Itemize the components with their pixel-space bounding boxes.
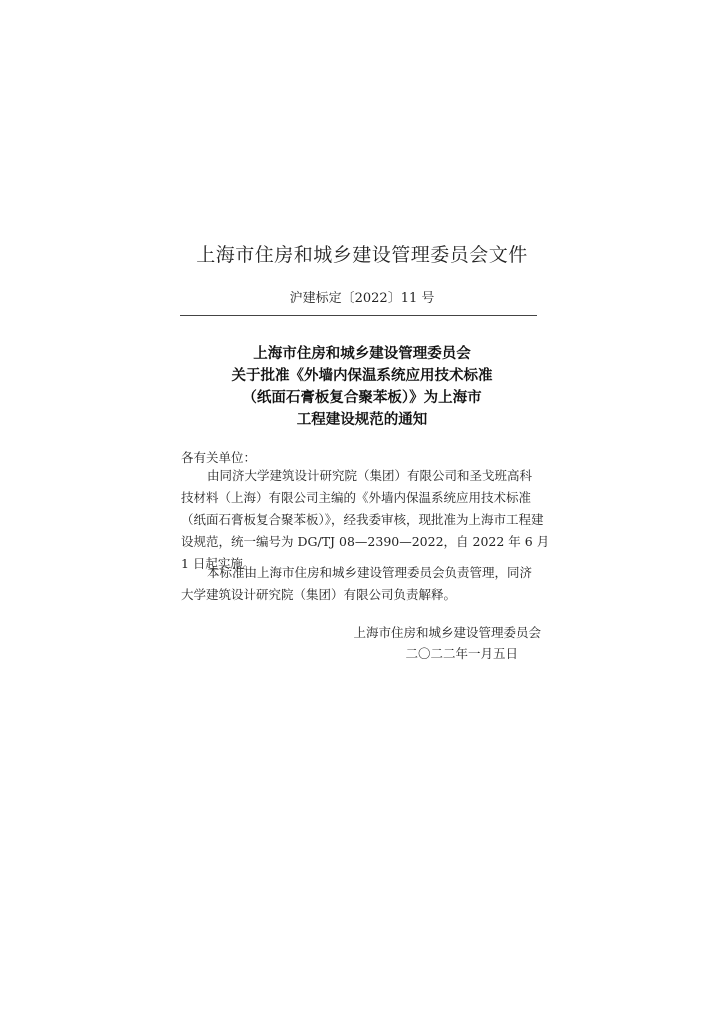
header-divider — [180, 315, 537, 316]
notice-title-line: 工程建设规范的通知 — [296, 412, 428, 428]
signature-date: 二〇二二年一月五日 — [405, 646, 518, 661]
paragraph-line: 设规范，统一编号为 DG/TJ 08—2390—2022，自 2022 年 6 月 — [181, 534, 550, 549]
signature-block — [0, 622, 541, 664]
paragraph-line: 技材料（上海）有限公司主编的《外墙内保温系统应用技术标准 — [181, 490, 532, 505]
document-number: 沪建标定〔2022〕11 号 — [289, 291, 435, 306]
issuer-title: 上海市住房和城乡建设管理委员会文件 — [196, 244, 528, 266]
notice-title-line: （纸面石膏板复合聚苯板）》为上海市 — [242, 390, 482, 406]
salutation: 各有关单位： — [181, 450, 257, 465]
paragraph-line: 由同济大学建筑设计研究院（集团）有限公司和圣戈班高科 — [207, 468, 533, 483]
paragraph-line: 大学建筑设计研究院（集团）有限公司负责解释。 — [181, 587, 457, 602]
notice-title — [0, 343, 724, 431]
notice-title-line: 关于批准《外墙内保温系统应用技术标准 — [231, 368, 493, 384]
notice-title-line: 上海市住房和城乡建设管理委员会 — [253, 346, 471, 362]
paragraph-line: 1 日起实施。 — [181, 556, 256, 571]
body-paragraph-2 — [181, 562, 541, 606]
paragraph-line: 本标准由上海市住房和城乡建设管理委员会负责管理，同济 — [207, 565, 533, 580]
paragraph-line: （纸面石膏板复合聚苯板）》，经我委审核，现批准为上海市工程建 — [181, 512, 544, 527]
body-paragraph-1 — [181, 465, 550, 575]
signature-organization: 上海市住房和城乡建设管理委员会 — [353, 625, 541, 640]
